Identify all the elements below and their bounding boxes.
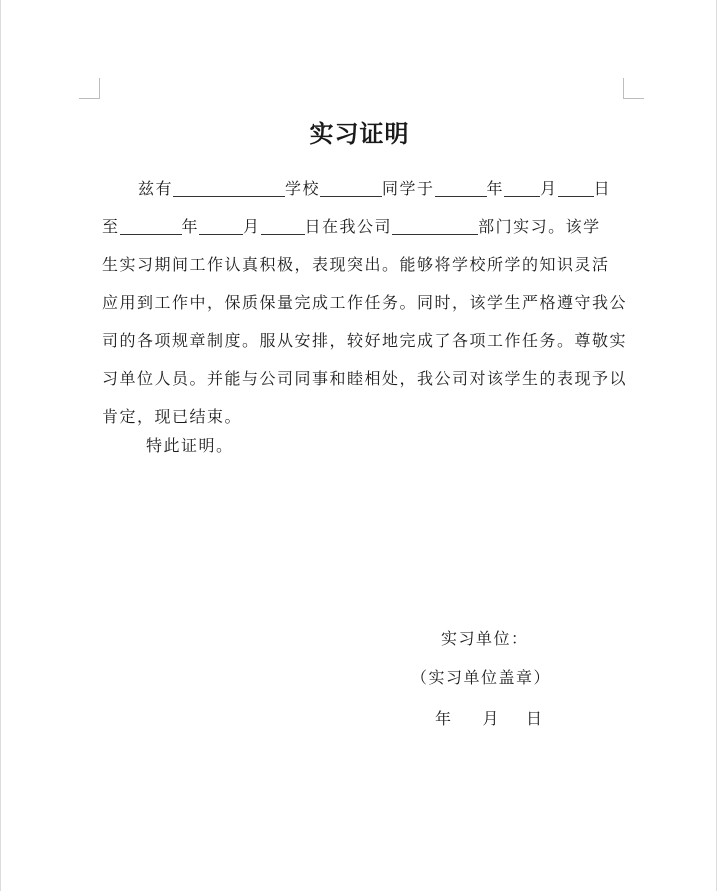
certificate-body (102, 170, 628, 436)
text-to: 至 (102, 217, 120, 236)
blank-start-month[interactable] (504, 178, 540, 197)
date-month-label: 月 (482, 709, 501, 728)
body-line-3: 生实习期间工作认真积极，表现突出。能够将学校所学的知识灵活 (102, 255, 610, 274)
signature-unit-label: 实习单位： (441, 629, 529, 648)
body-line-2 (102, 208, 624, 246)
body-line-6: 习单位人员。并能与公司同事和睦相处，我公司对该学生的表现予以 (102, 369, 628, 388)
blank-end-month[interactable] (199, 216, 243, 235)
text-month: 月 (540, 179, 558, 198)
body-line-7: 肯定，现已结束。 (102, 407, 243, 426)
date-year-label: 年 (435, 709, 453, 728)
closing-statement: 特此证明。 (146, 436, 234, 455)
blank-student-name[interactable] (320, 178, 382, 197)
page-corner-mark-top-right (623, 78, 644, 99)
body-line-4: 应用到工作中，保质保量完成工作任务。同时，该学生严格遵守我公 (102, 293, 628, 312)
blank-start-year[interactable] (435, 178, 487, 197)
text-department-intern: 部门实习。该学 (478, 217, 601, 236)
text-zi-you: 兹有 (138, 179, 174, 198)
text-day: 日 (593, 179, 612, 198)
text-month: 月 (243, 217, 261, 236)
signature-stamp-label: （实习单位盖章） (411, 668, 552, 687)
date-day-label: 日 (526, 709, 544, 728)
text-at-company: 日在我公司 (304, 217, 393, 236)
blank-end-day[interactable] (261, 216, 305, 235)
text-year: 年 (181, 217, 200, 236)
body-line-5: 司的各项规章制度。服从安排，较好地完成了各项工作任务。尊敬实 (102, 331, 628, 350)
text-student-from: 同学于 (382, 179, 435, 198)
blank-school-name[interactable] (173, 178, 285, 197)
blank-department[interactable] (392, 216, 478, 235)
signature-date (435, 708, 544, 730)
blank-end-year[interactable] (120, 216, 182, 235)
page-corner-mark-top-left (79, 78, 100, 99)
blank-start-day[interactable] (558, 178, 594, 197)
text-school: 学校 (285, 179, 321, 198)
body-line-1 (102, 170, 624, 208)
document-title: 实习证明 (309, 119, 410, 148)
text-year: 年 (486, 179, 505, 198)
